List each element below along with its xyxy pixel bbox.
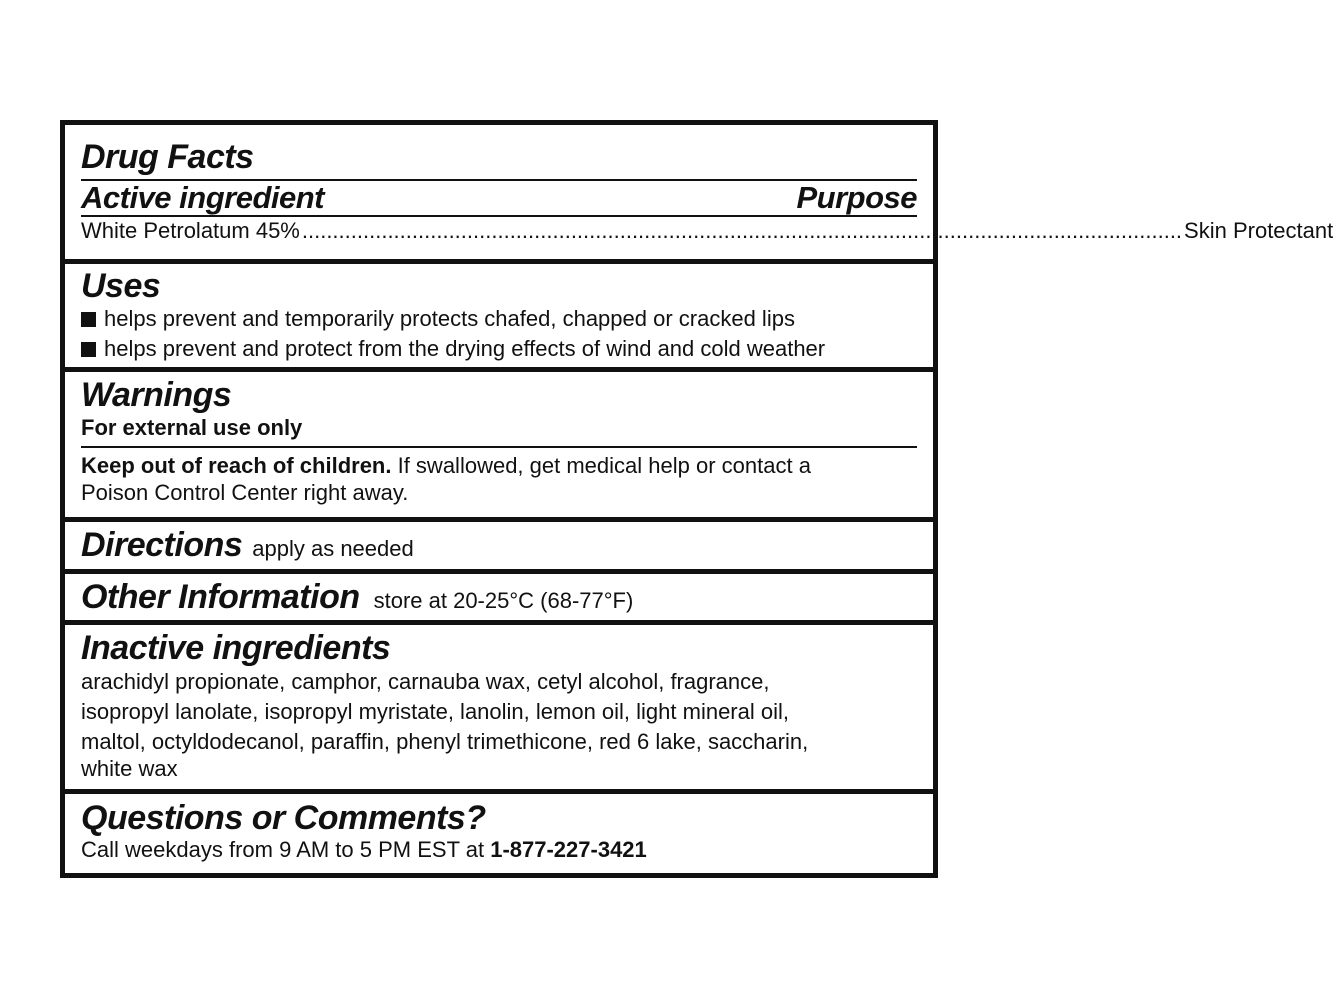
- warnings-section: [65, 377, 933, 506]
- bullet-square-icon: [81, 342, 96, 357]
- other-information-section: [65, 579, 933, 615]
- uses-item: helps prevent and temporarily protects chafed, chapped or cracked lips: [81, 305, 917, 332]
- keep-out-warning: Keep out of reach of children. If swallowed, get medical help or contact a: [81, 453, 811, 478]
- questions-contact: Call weekdays from 9 AM to 5 PM EST at 1-877-227-3421: [81, 837, 647, 862]
- section-divider: [65, 620, 933, 625]
- bullet-square-icon: [81, 312, 96, 327]
- section-divider: [65, 259, 933, 264]
- phone-number: 1-877-227-3421: [490, 837, 647, 862]
- inactive-ingredients-heading: Inactive ingredients: [81, 629, 391, 667]
- divider: [81, 446, 917, 448]
- inactive-ingredients-line: white wax: [81, 756, 178, 781]
- directions-text: apply as needed: [252, 536, 414, 561]
- other-information-text: store at 20-25°C (68-77°F): [373, 588, 634, 613]
- warnings-heading: Warnings: [81, 376, 232, 414]
- drug-facts-panel: [60, 120, 1333, 878]
- inactive-ingredients-section: [65, 630, 933, 782]
- inactive-ingredients-line: maltol, octyldodecanol, paraffin, phenyl trimethicone, red 6 lake, saccharin,: [81, 729, 809, 754]
- other-information-heading: Other Information: [81, 578, 360, 616]
- leader-dots: ................................................................................................................................................: [301, 218, 1183, 243]
- uses-section: [65, 268, 933, 362]
- section-divider: [65, 517, 933, 522]
- purpose-heading: Purpose: [796, 180, 917, 215]
- section-divider: [65, 569, 933, 574]
- drug-facts-title: Drug Facts: [81, 138, 254, 176]
- active-ingredient-section: [65, 138, 1333, 244]
- active-ingredient-heading: Active ingredient: [81, 180, 324, 215]
- uses-heading: Uses: [81, 267, 161, 305]
- active-ingredient-name: White Petrolatum 45%: [81, 218, 300, 243]
- questions-heading: Questions or Comments?: [81, 799, 486, 837]
- inactive-ingredients-line: arachidyl propionate, camphor, carnauba wax, cetyl alcohol, fragrance,: [81, 669, 770, 694]
- keep-out-warning-cont: Poison Control Center right away.: [81, 480, 409, 505]
- inactive-ingredients-line: isopropyl lanolate, isopropyl myristate, lanolin, lemon oil, light mineral oil,: [81, 699, 789, 724]
- directions-section: [65, 527, 933, 563]
- questions-section: [65, 800, 933, 863]
- external-use-warning: For external use only: [81, 415, 303, 440]
- section-divider: [65, 789, 933, 794]
- directions-heading: Directions: [81, 526, 243, 564]
- section-divider: [65, 367, 933, 372]
- active-ingredient-purpose: Skin Protectant: [1184, 218, 1333, 243]
- uses-item: helps prevent and protect from the drying effects of wind and cold weather: [81, 335, 917, 362]
